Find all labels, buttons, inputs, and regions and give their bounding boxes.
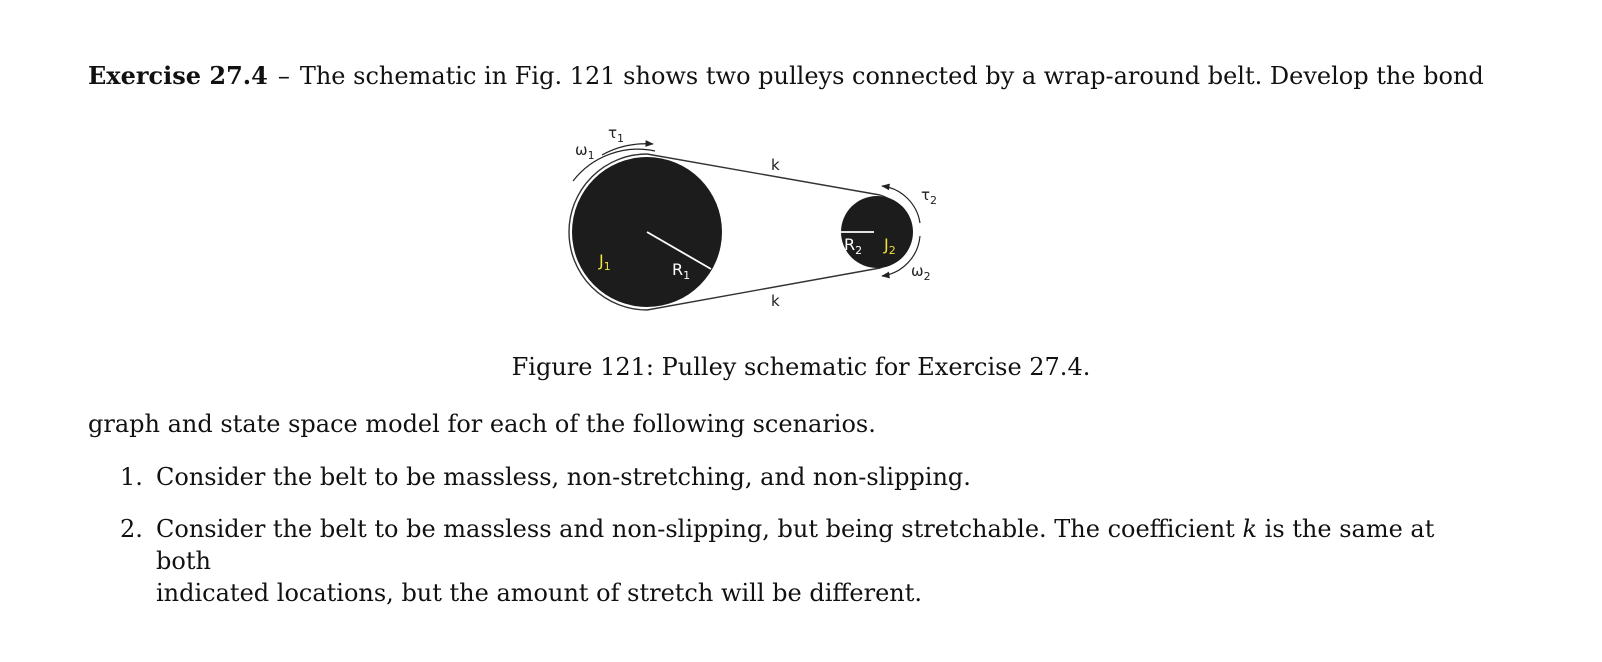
list-number-1: 1. [120, 463, 143, 491]
list-text-2 [156, 513, 1466, 609]
j2-label: $J_2$ [884, 235, 896, 257]
exercise-title: Exercise 27.4 [88, 61, 268, 90]
list-text-2-part2: is the same at both [156, 515, 1435, 575]
r2-label: $R_2$ [844, 235, 863, 257]
tau1-label: $\tau_1$ [608, 124, 625, 145]
j1-label: $J_1$ [599, 251, 611, 273]
figure-caption: Figure 121: Pulley schematic for Exercise 27.4. [511, 353, 1091, 381]
r1-label: $R_1$ [672, 260, 691, 282]
exercise-heading [88, 60, 1484, 92]
pulley-schematic [560, 118, 980, 328]
title-dash: – [277, 62, 290, 90]
exercise-intro-text: The schematic in Fig. 121 shows two pulleys connected by a wrap-around belt. Develop the bond [299, 62, 1484, 90]
list-text-1: Consider the belt to be massless, non-stretching, and non-slipping. [156, 463, 971, 491]
list-text-2-line2: indicated locations, but the amount of stretch will be different. [156, 579, 923, 607]
list-text-2-part1: Consider the belt to be massless and non-slipping, but being stretchable. The coefficient [156, 515, 1243, 543]
k-top-label: k [771, 156, 780, 174]
list-number-2: 2. [120, 515, 143, 543]
tau2-label: $\tau_2$ [921, 186, 938, 207]
omega2-label: $\omega_2$ [911, 262, 931, 283]
variable-k: k [1242, 515, 1258, 543]
paragraph-continuation: graph and state space model for each of the following scenarios. [88, 410, 876, 438]
k-bottom-label: k [771, 292, 780, 310]
omega1-label: $\omega_1$ [575, 141, 595, 162]
